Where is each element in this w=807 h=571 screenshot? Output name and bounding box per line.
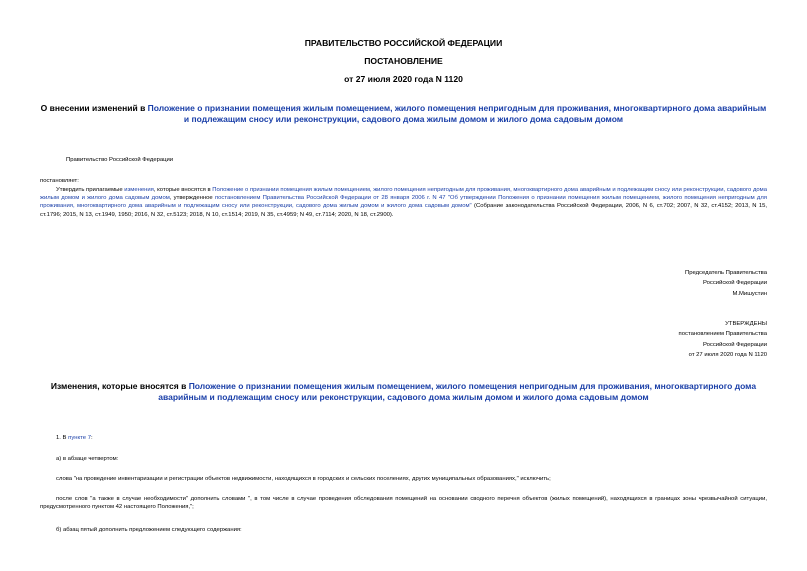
changes-title-link[interactable]: Положение о признании помещения жилым помещением, жилого помещения непригодным для проживания, многоквартирного дома аварийным и подлежащим сносу или реконструкции, садового дома жилым домом и жилого дома садовым домом xyxy=(158,381,757,402)
approved-line-2: постановлением Правительства xyxy=(678,331,767,338)
item-1 xyxy=(56,434,556,442)
signature-block xyxy=(567,268,767,299)
document-date-number: от 27 июля 2020 года N 1120 xyxy=(344,74,463,84)
approved-line-4: от 27 июля 2020 года N 1120 xyxy=(688,352,767,359)
changes-title-prefix: Изменения, которые вносятся в xyxy=(50,381,189,391)
signature-line-3: М.Мишустин xyxy=(732,290,767,297)
item-1-prefix: 1. В xyxy=(56,435,69,441)
item-1-suffix: : xyxy=(90,435,93,441)
paragraph-7-link[interactable]: пункте 7 xyxy=(68,435,91,441)
approved-line-3: Российской Федерации xyxy=(702,341,767,348)
changes-link[interactable]: изменения xyxy=(124,187,154,193)
changes-title xyxy=(40,381,767,403)
decides-text: постановляет: xyxy=(40,178,79,184)
signature-line-1: Председатель Правительства xyxy=(684,270,767,276)
regulation-link[interactable]: Положение о признании помещения жилым помещением, жилого помещения непригодным для проживания, многоквартирного дома аварийным и подлежащим сносу или реконструкции, садового дома жилым домом и жилого дома садовым домом xyxy=(40,187,767,202)
document-title-link[interactable]: Положение о признании помещения жилым помещением, жилого помещения непригодным для проживания, многоквартирного дома аварийным и подлежащим сносу или реконструкции, садового дома жилым домом и жилого дома садовым домом xyxy=(147,103,767,124)
after-clause: после слов "а также в случае необходимости" дополнить словами ", в том числе в случае проведения обследования помещений на основании сводного перечня объектов (жилых помещений), находящихся в границах зоны чрезвычайной ситуации, предусмотренного пунктом 42 настоящего Положения,"; xyxy=(40,496,767,511)
signature-line-2: Российской Федерации xyxy=(702,280,767,287)
approve-text-3: , утвержденное xyxy=(169,195,215,202)
government-heading: ПРАВИТЕЛЬСТВО РОССИЙСКОЙ ФЕДЕРАЦИИ xyxy=(304,38,503,48)
intro-text: Правительство Российской Федерации xyxy=(66,157,174,163)
document-title xyxy=(40,103,767,125)
item-a: а) в абзаце четвертом: xyxy=(56,456,119,462)
words-clause: слова "на проведение инвентаризации и регистрации объектов недвижимости, находящихся в городских и сельских поселениях, других муниципальных образованиях," исключить; xyxy=(56,476,551,482)
resolution-link[interactable]: постановлением Правительства Российской Федерации от 28 января 2006 г. N 47 "Об утверждении Положения о признании помещения жилым помещением, жилого помещения непригодным для проживания, многоквартирного дома аварийным и подлежащим сносу или реконструкции, садового дома жилым домом и жилого дома садовым домом" xyxy=(40,195,767,210)
document-title-prefix: О внесении изменений в xyxy=(40,103,148,113)
approve-text-2: , которые вносятся в xyxy=(153,187,213,193)
approved-block xyxy=(567,319,767,361)
approved-line-1: УТВЕРЖДЕНЫ xyxy=(725,321,767,327)
document-type-heading: ПОСТАНОВЛЕНИЕ xyxy=(364,56,443,66)
approve-text-4: (Собрание законодательства Российской Федерации, 2006, N 6, ст.702; 2007, N 32, ст.4152; 2013, N 15, ст.1796; 2015, N 13, ст.1949, 1950; 2016, N 32, ст.5123; 2018, N 10, ст.1514; 2019, N 35, ст.4959; N 49, ст.7114; 2020, N 18, ст.2900). xyxy=(40,203,768,218)
approve-paragraph xyxy=(40,186,767,219)
item-b: б) абзац пятый дополнить предложением следующего содержания: xyxy=(56,527,242,533)
approve-text-1: Утвердить прилагаемые xyxy=(56,187,125,193)
